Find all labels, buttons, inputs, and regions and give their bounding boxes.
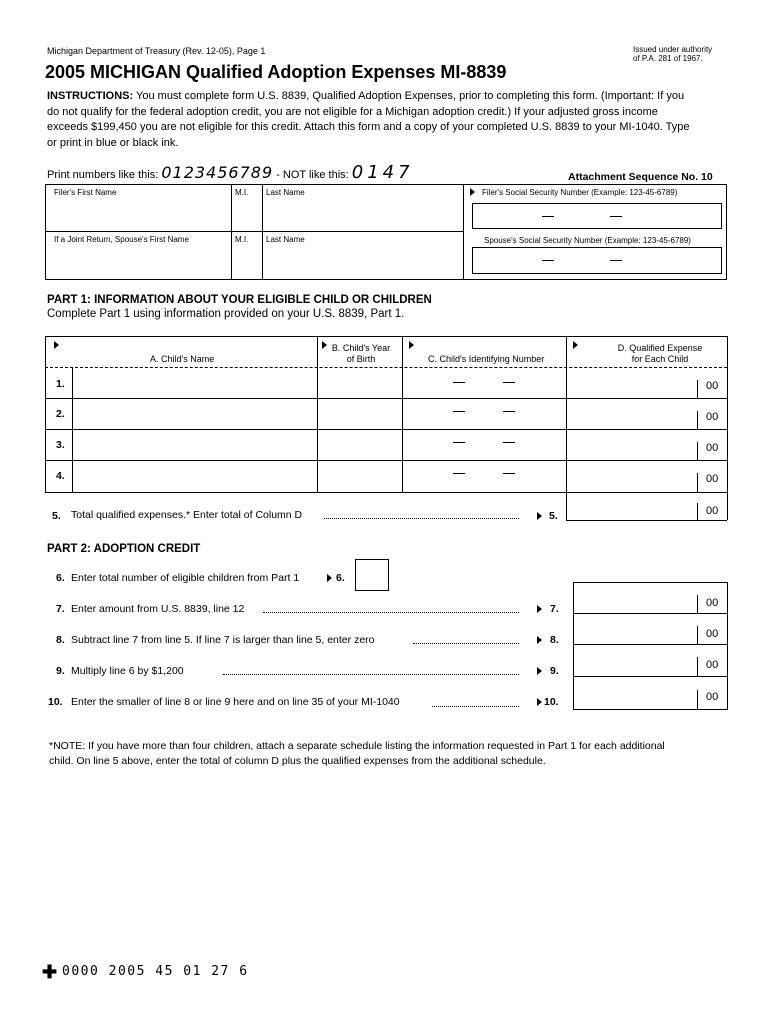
- col-d-header-line1: D. Qualified Expense: [617, 343, 703, 353]
- form-id-number: 0000 2005 45 01 27 6: [62, 964, 249, 979]
- cents-label: 00: [706, 473, 719, 485]
- arrow-icon: [470, 188, 475, 196]
- line5-bottom-border: [566, 520, 727, 521]
- child-id-field[interactable]: [403, 368, 565, 397]
- line7-ref: 7.: [550, 603, 559, 615]
- arrow-icon: [537, 636, 542, 644]
- attachment-sequence: Attachment Sequence No. 10: [568, 171, 713, 183]
- line8-label: Subtract line 7 from line 5. If line 7 is larger than line 5, enter zero: [71, 634, 375, 646]
- spouse-last-name-field[interactable]: [263, 246, 462, 278]
- footnote-line-1: *NOTE: If you have more than four children, attach a separate schedule listing the information requested in Part 1 for each additional: [49, 740, 665, 752]
- table-top-border: [45, 336, 727, 337]
- leader-dots: [324, 518, 519, 519]
- line5-number: 5.: [52, 510, 61, 522]
- id-dash: [503, 473, 515, 474]
- print-numbers-example: [47, 162, 414, 183]
- ssn-dash: [610, 260, 622, 261]
- filer-mi-label: M.I.: [235, 188, 249, 197]
- filer-ssn-field[interactable]: [472, 203, 722, 229]
- leader-dots: [263, 612, 519, 613]
- child-expense-field[interactable]: [567, 430, 697, 459]
- ssn-divider: [463, 184, 464, 280]
- arrow-icon: [54, 341, 59, 349]
- leader-dots: [223, 674, 519, 675]
- child-expense-field[interactable]: [567, 399, 697, 428]
- child-expense-field[interactable]: [567, 461, 697, 491]
- cents-label: 00: [706, 691, 719, 703]
- line5-right-border: [727, 492, 728, 520]
- child-expense-field[interactable]: [567, 368, 697, 397]
- col-a-header: A. Child's Name: [150, 354, 215, 364]
- cents-label: 00: [706, 505, 719, 517]
- arrow-icon: [409, 341, 414, 349]
- line9-label: Multiply line 6 by $1,200: [71, 665, 184, 677]
- child-name-field[interactable]: [73, 430, 316, 459]
- leader-dots: [413, 643, 519, 644]
- id-dash: [453, 473, 465, 474]
- id-dash: [503, 442, 515, 443]
- cents-divider: [697, 380, 698, 398]
- cents-label: 00: [706, 659, 719, 671]
- cents-divider: [697, 442, 698, 460]
- line5-amount-field[interactable]: [567, 493, 697, 519]
- part2-title: PART 2: ADOPTION CREDIT: [47, 543, 201, 555]
- col-b-header-line1: B. Child's Year: [331, 343, 391, 353]
- filer-last-name-field[interactable]: [263, 199, 462, 229]
- line7-number: 7.: [56, 603, 65, 615]
- cents-divider: [697, 411, 698, 429]
- line6-number: 6.: [56, 572, 65, 584]
- good-digits-example: 0123456789: [161, 163, 274, 182]
- line9-ref: 9.: [550, 665, 559, 677]
- filer-mi-field[interactable]: [232, 199, 261, 229]
- ssn-dash: [542, 260, 554, 261]
- line10-number: 10.: [48, 696, 63, 708]
- row-number: 2.: [56, 408, 65, 420]
- filer-first-name-label: Filer's First Name: [54, 188, 117, 197]
- instructions-line-4: or print in blue or black ink.: [47, 136, 179, 149]
- line10-ref: 10.: [544, 696, 559, 708]
- col-b-header: [320, 343, 402, 365]
- footnote-line-2: child. On line 5 above, enter the total of column D plus the qualified expenses from the additional schedule.: [49, 755, 546, 767]
- arrow-icon: [537, 667, 542, 675]
- child-name-field[interactable]: [73, 368, 316, 397]
- id-dash: [503, 411, 515, 412]
- instructions-line-2: do not qualify for the federal adoption credit, you are not eligible for a Michigan adoption credit.) If your adjusted gross income: [47, 105, 658, 118]
- arrow-icon: [327, 574, 332, 582]
- cents-divider: [697, 690, 698, 709]
- instructions-label: INSTRUCTIONS:: [47, 90, 134, 102]
- cents-divider: [697, 657, 698, 676]
- ssn-dash: [610, 216, 622, 217]
- arrow-icon: [537, 512, 542, 520]
- arrow-icon: [537, 698, 542, 706]
- amount-col-bottom-border: [573, 709, 727, 710]
- ssn-dash: [542, 216, 554, 217]
- print-numbers-label: Print numbers like this:: [47, 169, 159, 181]
- spouse-ssn-label: Spouse's Social Security Number (Example: 123-45-6789): [484, 236, 691, 245]
- line6-ref: 6.: [336, 572, 345, 584]
- cents-divider: [697, 503, 698, 520]
- line8-amount-field[interactable]: [574, 614, 696, 643]
- filer-last-name-label: Last Name: [266, 188, 305, 197]
- authority-note: [633, 45, 712, 63]
- child-name-field[interactable]: [73, 461, 316, 491]
- bad-digits-example: 0147: [351, 162, 414, 183]
- cents-label: 00: [706, 628, 719, 640]
- arrow-icon: [537, 605, 542, 613]
- child-birth-year-field[interactable]: [318, 461, 401, 491]
- spouse-first-name-field[interactable]: [46, 246, 230, 278]
- amount-col-right-border: [727, 582, 728, 710]
- part1-title: PART 1: INFORMATION ABOUT YOUR ELIGIBLE CHILD OR CHILDREN: [47, 294, 432, 306]
- line5-label: Total qualified expenses.* Enter total of Column D: [71, 509, 303, 521]
- line7-amount-field[interactable]: [574, 583, 696, 612]
- line8-ref: 8.: [550, 634, 559, 646]
- cents-label: 00: [706, 442, 719, 454]
- instructions-line-3: exceeds $199,450 you are not eligible for this credit. Attach this form and a copy of your completed U.S. 8839 to your MI-1040. Type: [47, 121, 690, 133]
- col-d-header: [590, 343, 730, 365]
- child-id-field[interactable]: [403, 461, 565, 491]
- col-d-header-line2: for Each Child: [631, 354, 689, 364]
- id-dash: [503, 382, 515, 383]
- line9-amount-field[interactable]: [574, 645, 696, 675]
- child-birth-year-field[interactable]: [318, 399, 401, 428]
- row-number: 4.: [56, 470, 65, 482]
- footnote: [49, 739, 739, 769]
- cents-label: 00: [706, 597, 719, 609]
- line5-ref: 5.: [549, 510, 558, 522]
- not-like-this-label: - NOT like this:: [276, 169, 349, 181]
- line6-label: Enter total number of eligible children from Part 1: [71, 572, 300, 584]
- authority-line-1: Issued under authority: [633, 45, 713, 54]
- spouse-ssn-field[interactable]: [472, 247, 722, 274]
- authority-line-2: of P.A. 281 of 1967.: [633, 54, 703, 63]
- table-left-border: [45, 336, 46, 493]
- id-dash: [453, 382, 465, 383]
- col-c-header: C. Child's Identifying Number: [428, 354, 545, 364]
- cents-divider: [697, 626, 698, 644]
- id-dash: [453, 411, 465, 412]
- department-label: Michigan Department of Treasury (Rev. 12-05), Page 1: [47, 46, 266, 56]
- child-birth-year-field[interactable]: [318, 430, 401, 459]
- arrow-icon: [573, 341, 578, 349]
- filer-ssn-label: Filer's Social Security Number (Example: 123-45-6789): [482, 188, 678, 197]
- leader-dots: [432, 706, 519, 707]
- cents-label: 00: [706, 411, 719, 423]
- spouse-mi-label: M.I.: [235, 235, 249, 244]
- spouse-last-name-label: Last Name: [266, 235, 305, 244]
- child-id-field[interactable]: [403, 430, 565, 459]
- child-birth-year-field[interactable]: [318, 368, 401, 397]
- child-id-field[interactable]: [403, 399, 565, 428]
- part1-subtitle: Complete Part 1 using information provided on your U.S. 8839, Part 1.: [47, 308, 405, 320]
- instructions-line-1: You must complete form U.S. 8839, Qualified Adoption Expenses, prior to completing this form. (Important: If you: [136, 90, 685, 102]
- line10-amount-field[interactable]: [574, 677, 696, 708]
- line6-count-field[interactable]: [355, 559, 389, 591]
- line9-number: 9.: [56, 665, 65, 677]
- registration-cross-icon: ✚: [42, 962, 58, 982]
- row-number: 1.: [56, 378, 65, 390]
- col-b-header-line2: of Birth: [346, 354, 376, 364]
- filer-first-name-field[interactable]: [46, 199, 230, 229]
- cents-label: 00: [706, 380, 719, 392]
- instructions: [47, 89, 727, 151]
- cents-divider: [697, 473, 698, 492]
- row-number: 3.: [56, 439, 65, 451]
- line8-number: 8.: [56, 634, 65, 646]
- line10-label: Enter the smaller of line 8 or line 9 here and on line 35 of your MI-1040: [71, 696, 400, 708]
- id-dash: [453, 442, 465, 443]
- line7-label: Enter amount from U.S. 8839, line 12: [71, 603, 245, 615]
- cents-divider: [697, 595, 698, 613]
- spouse-mi-field[interactable]: [232, 246, 261, 278]
- page-title: 2005 MICHIGAN Qualified Adoption Expenses MI-8839: [45, 62, 507, 82]
- spouse-first-name-label: If a Joint Return, Spouse's First Name: [54, 235, 189, 244]
- child-name-field[interactable]: [73, 399, 316, 428]
- filer-divider: [45, 231, 463, 232]
